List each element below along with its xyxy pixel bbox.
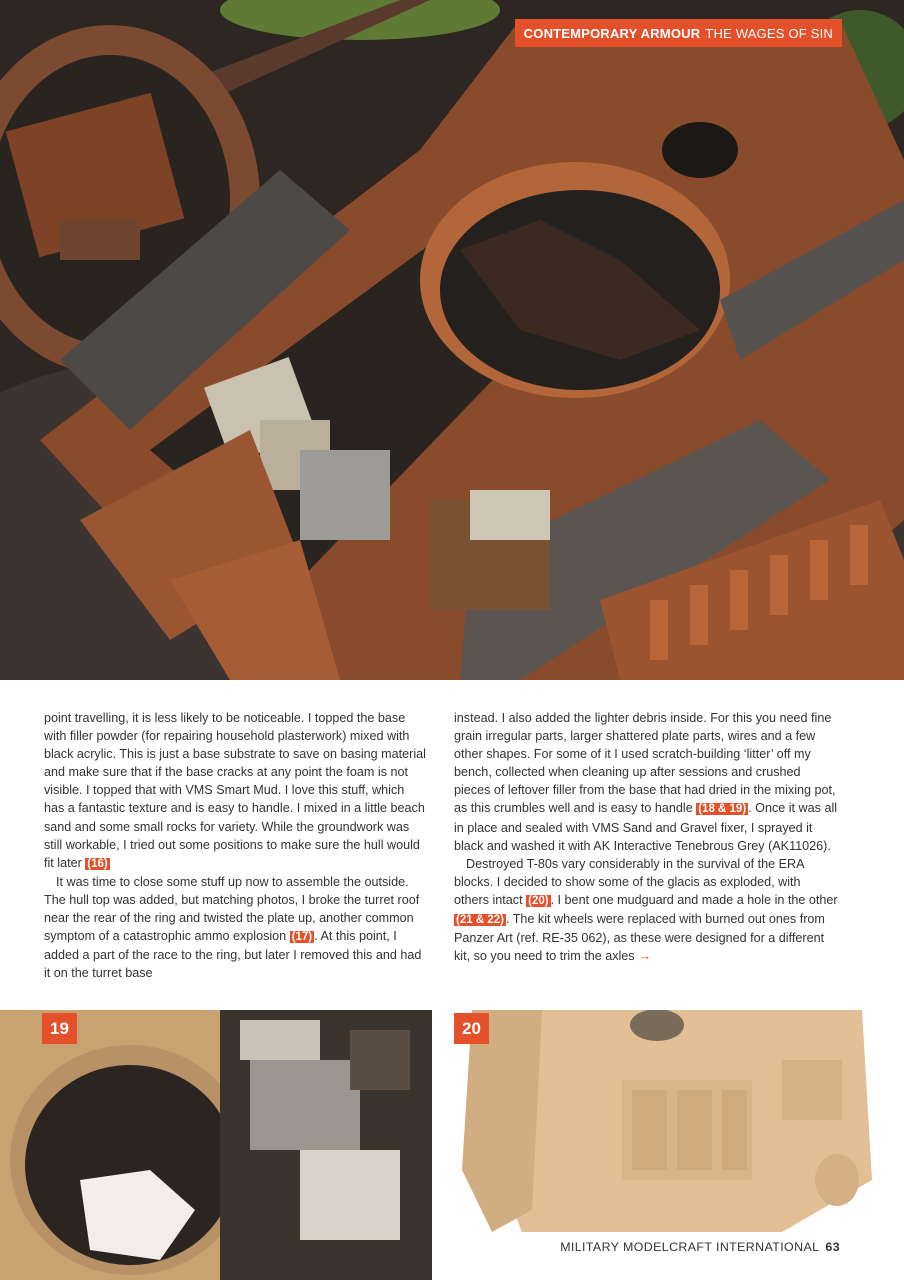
magazine-name: MILITARY MODELCRAFT INTERNATIONAL xyxy=(560,1240,820,1254)
figure-ref-20: (20) xyxy=(528,894,549,907)
right-paragraph-1 xyxy=(454,709,838,855)
right-p2-text: Destroyed T-80s vary considerably in the survival of the ERA blocks. I decided to show some of the glacis as exploded, with others intact xyxy=(454,856,804,907)
figure-ref-16: (16) xyxy=(87,857,108,870)
section-tag-strong: CONTEMPORARY ARMOUR xyxy=(523,25,701,41)
arrow-right-icon: → xyxy=(638,949,652,964)
right-p1-end: . Once it was all in place and sealed with VMS Sand and Gravel fixer, I sprayed it black and washed it with AK Interactive Tenebrous Grey (AK11026). xyxy=(454,801,838,853)
left-paragraph-1 xyxy=(44,709,428,873)
right-p2-mid: . I bent one mudguard and made a hole in the other xyxy=(550,892,838,907)
section-tag xyxy=(515,19,842,47)
photo-number-19: 19 xyxy=(42,1013,77,1044)
photo-19 xyxy=(0,1010,432,1280)
figure-ref-18-19: (18 & 19) xyxy=(698,803,747,816)
right-paragraph-2 xyxy=(454,855,838,966)
photo-19-art xyxy=(0,1010,432,1280)
left-p1-text: point travelling, it is less likely to be noticeable. I topped the base with filler powder (for repairing household plasterwork) mixed with black acrylic. This is just a base substrate to save on basing material and make sure that if the base cracks at any point the foam is not visible. I topped that with VMS Smart Mud. I love this stuff, which has a fantastic texture and is easy to handle. I mixed in a little beach sand and some small rocks for variety. While the groundwork was still workable, I tried out some positions to make sure the hull would fit later xyxy=(44,711,426,870)
left-paragraph-2 xyxy=(44,873,428,983)
right-p1-text: instead. I also added the lighter debris inside. For this you need fine grain irregular parts, larger shattered plate parts, wires and a few other shapes. For some of it I used scratch-building ‘litter’ off my bench, collected when cleaning up after sessions and crushed pieces of leftover filler from the base that had dried in the mixing pot, as this crumbles well and is easy to handle xyxy=(454,711,836,816)
section-tag-title: THE WAGES OF SIN xyxy=(705,25,833,41)
page-footer xyxy=(560,1240,840,1254)
right-column xyxy=(454,709,838,965)
left-p2-end: . At this point, I added a part of the race to the ring, but later I removed this and had it on the turret base xyxy=(44,929,422,981)
photo-20 xyxy=(452,1010,904,1232)
photo-20-art xyxy=(452,1010,904,1232)
page-number: 63 xyxy=(825,1240,840,1254)
left-column xyxy=(44,709,428,982)
left-p2-text: It was time to close some stuff up now to assemble the outside. The hull top was added, but matching photos, I broke the turret roof near the rear of the ring and twisted the plate up, another common symptom of a catastrophic ammo explosion xyxy=(44,874,420,944)
photo-number-20: 20 xyxy=(454,1013,489,1044)
figure-ref-17: (17) xyxy=(291,931,313,944)
figure-ref-21-22: (21 & 22) xyxy=(456,914,504,927)
right-p2-end: . The kit wheels were replaced with burned out ones from Panzer Art (ref. RE-35 062), as these were designed for a different kit, so you need to trim the axles xyxy=(454,912,825,964)
